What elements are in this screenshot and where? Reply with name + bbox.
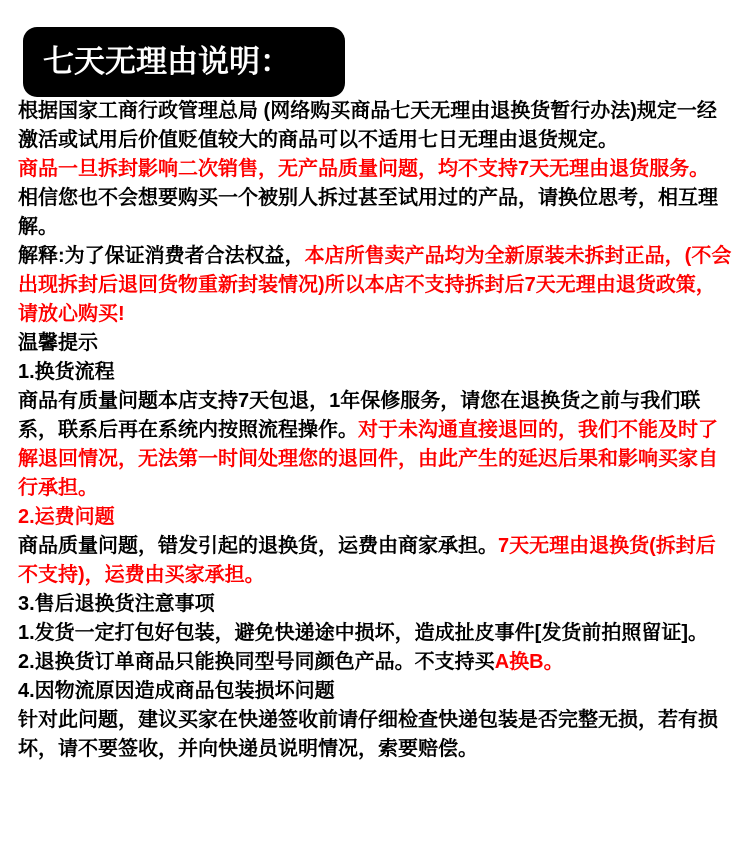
section-aftersale-notes [18,590,734,677]
policy-header-box [23,27,345,97]
policy-text-segment: 2.运费问题 [18,506,115,528]
policy-text-segment: 本店所售卖产品均为全新原装未拆封正品，(不会出现拆封后退回货物重新封装情况)所以本店不支持拆封后7天无理由退货政策，请放心购买! [18,245,732,325]
policy-text-segment: 商品质量问题，错发引起的退换货，运费由商家承担。 [18,535,498,557]
policy-text-segment: 1.换货流程 [18,361,115,383]
section-warm-tips [18,329,734,503]
policy-title: 七天无理由说明： [43,44,291,79]
section-policy-basis [18,97,734,155]
policy-text-segment: 对于未沟通直接退回的，我们不能及时了解退回情况，无法第一时间处理您的退回件，由此产生的延迟后果和影响买家自行承担。 [18,419,718,499]
section-shipping-fee [18,503,734,590]
policy-text-segment: 1.发货一定打包好包装，避免快递途中损坏，造成扯皮事件[发货前拍照留证]。 [18,622,708,644]
policy-text-segment: 4.因物流原因造成商品包装损坏问题 [18,680,335,702]
policy-text-segment: 针对此问题，建议买家在快递签收前请仔细检查快递包装是否完整无损，若有损坏，请不要签收，并向快递员说明情况，索要赔偿。 [18,709,718,760]
policy-text-segment: 相信您也不会想要购买一个被别人拆过甚至试用过的产品，请换位思考，相互理解。 [18,187,718,238]
section-explanation [18,242,734,329]
section-unsealed-no-return [18,155,734,242]
policy-text-segment: 温馨提示 [18,332,98,354]
policy-text-segment: 商品有质量问题本店支持7天包退，1年保修服务，请您在退换货之前与我们联系，联系后再在系统内按照流程操作。 [18,390,701,441]
policy-text-segment: 商品一旦拆封影响二次销售，无产品质量问题，均不支持7天无理由退货服务。 [18,158,710,180]
policy-text-segment: 解释:为了保证消费者合法权益， [18,245,305,267]
policy-text-segment: 7天无理由退换货(拆封后不支持)，运费由买家承担。 [18,535,716,586]
policy-text-segment: A换B。 [494,651,564,673]
section-logistics-damage [18,677,734,764]
policy-text-segment: 2.退换货订单商品只能换同型号同颜色产品。不支持买 [18,651,495,673]
policy-text-segment: 根据国家工商行政管理总局 (网络购买商品七天无理由退换货暂行办法)规定一经激活或试用后价值贬值较大的商品可以不适用七日无理由退货规定。 [18,100,717,151]
policy-text [0,97,750,764]
policy-text-segment: 3.售后退换货注意事项 [18,593,215,615]
